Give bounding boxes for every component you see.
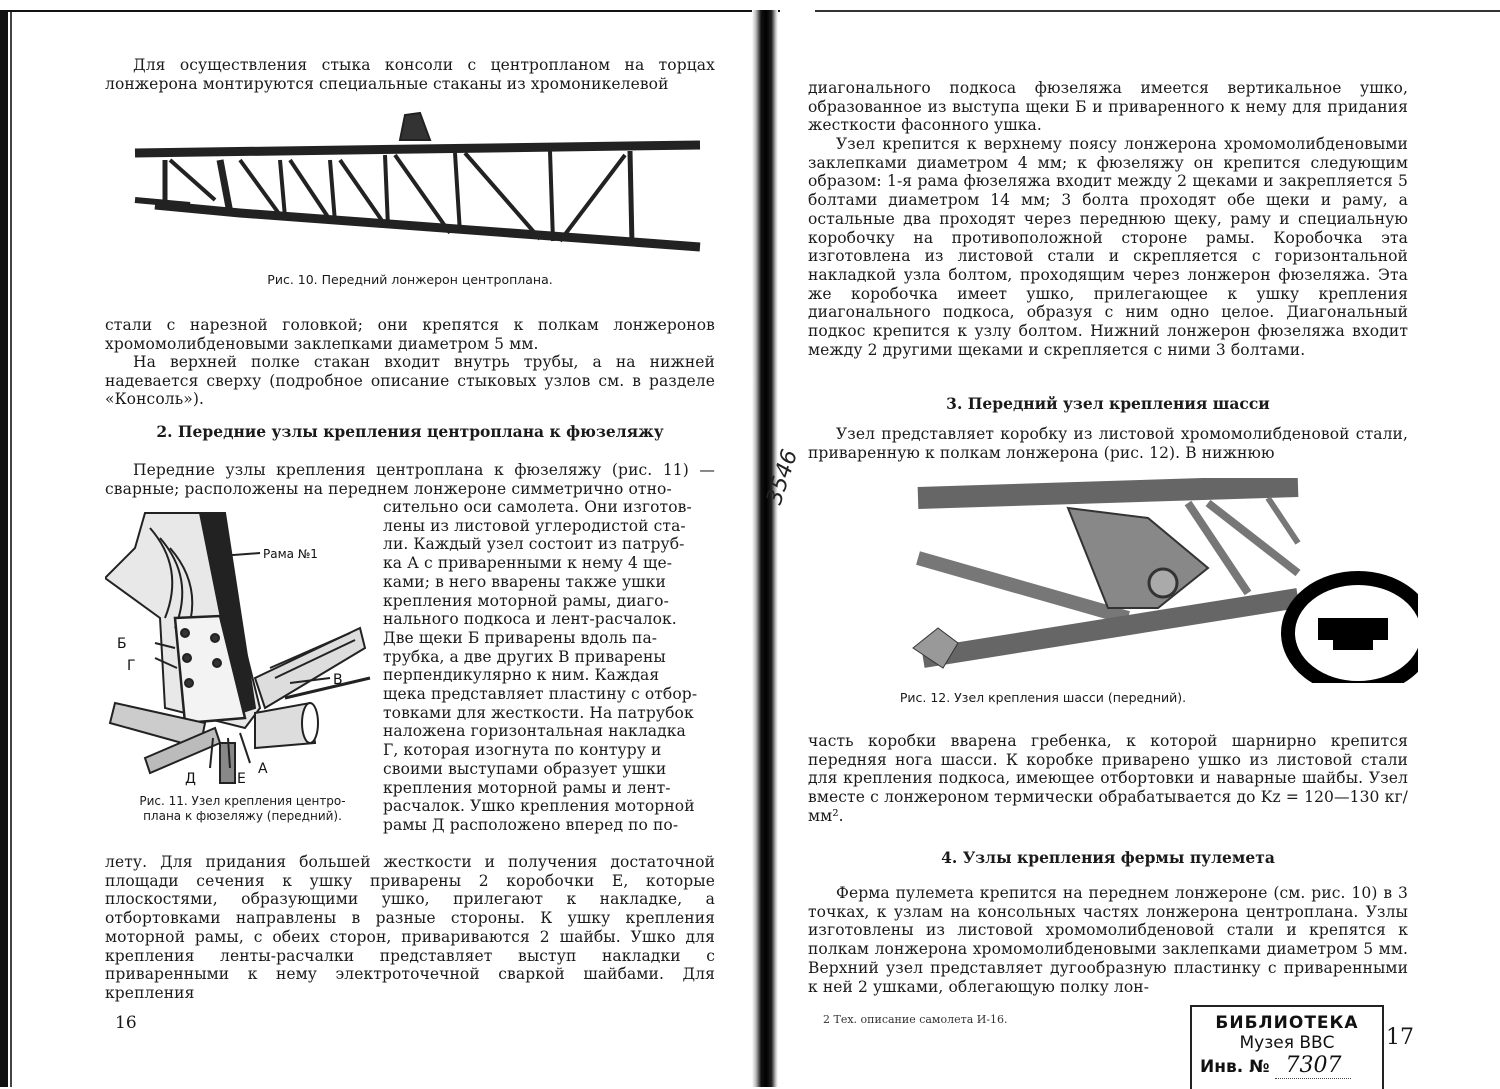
label-b: Б [117, 636, 127, 652]
stamp-library-label: БИБЛИОТЕКА [1215, 1013, 1359, 1033]
figure-11-caption [105, 794, 380, 824]
section-3-paragraph-2: часть коробки вварена гребенка, к которой шарнирно крепится передняя нога шасси. К коробке приварено ушко из листовой стали для крепления подкоса, имеющее отбортовки и наварные шайбы. Узел вместе с лонжероном термически обрабатывается до Kz = 120—130 кг/мм². [808, 732, 1408, 825]
column-line: перпендикулярно к ним. Каждая [383, 666, 660, 685]
wheel-inset [1288, 578, 1418, 683]
page-number-left: 16 [115, 1013, 137, 1033]
column-line: ками; в него вварены также ушки [383, 572, 666, 591]
section-3-heading: 3. Передний узел крепления шасси [946, 394, 1270, 413]
top-fitting [400, 113, 430, 140]
handwritten-gutter-note: 3546 [762, 446, 804, 508]
label-a: А [258, 761, 268, 777]
stamp-inventory-number: 7307 [1275, 1053, 1351, 1079]
label-d: Д [185, 771, 196, 787]
figure-10-caption: Рис. 10. Передний лонжерон центроплана. [267, 272, 553, 287]
column-line: нального подкоса и лент-расчалок. [383, 610, 677, 629]
figure-11-caption-line-1: Рис. 11. Узел крепления центро- [139, 794, 346, 808]
label-g: Г [127, 658, 136, 674]
section-2-heading: 2. Передние узлы крепления центроплана к фюзеляжу [156, 422, 664, 441]
scan-edge-shadow-inner [10, 10, 12, 1087]
section-3-paragraph-1: Узел представляет коробку из листовой хромомолибденовой стали, приваренную к полкам лонжерона (рис. 12). В нижнюю [808, 425, 1408, 462]
figure-11-caption-line-2: плана к фюзеляжу (передний). [143, 809, 342, 823]
column-line: рамы Д расположено вперед по по- [383, 815, 679, 834]
column-line: ли. Каждый узел состоит из патруб- [383, 535, 685, 554]
column-line: Г, которая изогнута по контуру и [383, 741, 662, 760]
lower-chord [155, 205, 700, 247]
front-spar-illustration [130, 105, 715, 255]
column-line: щека представляет пластину с отбор- [383, 685, 698, 704]
right-paragraph-2: Узел крепится к верхнему поясу лонжерона хромомолибденовыми заклепками диаметром 4 мм; к фюзеляжу он крепится следующим образом: 1-я рама фюзеляжа входит между 2 щеками и закрепляется 5 болтами диаметром 14 мм; 3 болта проходят обе щеки и раму, а остальные два проходят через переднюю щеку, раму и специальную коробочку на противоположной стороне рамы. Коробочка эта изготовлена из листовой стали и скрепляется с горизонтальной накладкой узла болтом, проходящим через лонжерон фюзеляжа. Эта же коробочка имеет ушко, прилегающее к ушку крепления диагонального подкоса, образуя с ним одно целое. Диагональный подкос крепится к узлу болтом. Нижний лонжерон фюзеляжа входит между 2 другими щеками и скрепляется с ними 3 болтами. [808, 135, 1408, 359]
column-line: сительно оси самолета. Они изготов- [383, 498, 692, 516]
figure-11 [105, 508, 375, 788]
stamp-inventory-label: Инв. № [1200, 1057, 1270, 1077]
landing-gear-fitting-illustration [908, 478, 1418, 683]
stamp-museum-label: Музея ВВС [1239, 1033, 1335, 1053]
section-2-intro: Передние узлы крепления центроплана к фюзеляжу (рис. 11) — сварные; расположены на переднем лонжероне симметрично отно- [105, 461, 715, 498]
section-4-paragraph-1: Ферма пулемета крепится на переднем лонжероне (см. рис. 10) в 3 точках, к узлам на консольных частях лонжерона центроплана. Узлы изготовлены из листовой хромомолибденовой стали и крепятся к полкам лонжерона хромомолибденовыми заклепками диаметром 5 мм. Верхний узел представляет дугообразную пластинку с приваренными к ней 2 ушками, облегающую полку лон- [808, 884, 1408, 996]
section-2-continuation: лету. Для придания большей жесткости и получения достаточной площади сечения к ушку приварены 2 коробочки Е, которые плоскостями, образующими ушко, прилегают к накладке, а отбортовками направлены в разные стороны. К ушку крепления моторной рамы, с обеих сторон, привариваются 2 шайбы. Ушко для крепления ленты-расчалки представляет выступ накладки с приваренными к нему электроточечной сваркой шайбами. Для крепления [105, 853, 715, 1002]
column-line: расчалок. Ушко крепления моторной [383, 797, 695, 816]
section-2-column-text [383, 498, 715, 835]
spar-cup-paragraph: На верхней полке стакан входит внутрь трубы, а на нижней надевается сверху (подробное описание стыковых узлов см. в разделе «Консоль»). [105, 353, 715, 409]
column-line: лены из листовой углеродистой ста- [383, 516, 686, 535]
label-frame-1: Рама №1 [263, 547, 318, 561]
page-number-right: 17 [1386, 1025, 1414, 1050]
library-stamp [1190, 1005, 1384, 1089]
continuation-paragraph: стали с нарезной головкой; они крепятся к полкам лонжеронов хромомолибденовыми заклепками диаметром 5 мм. [105, 316, 715, 353]
scan-edge-shadow [0, 10, 8, 1087]
gear-box [1068, 508, 1208, 608]
label-e: Е [237, 771, 246, 787]
centerplane-fitting-illustration [105, 508, 375, 788]
section-4-heading: 4. Узлы крепления фермы пулемета [941, 848, 1275, 867]
upper-tube [918, 486, 1298, 498]
figure-12-caption: Рис. 12. Узел крепления шасси (передний). [899, 690, 1187, 705]
top-rule-right [815, 10, 1500, 12]
label-v: В [333, 672, 343, 688]
column-line: наложена горизонтальная накладка [383, 722, 686, 741]
footer-note: 2 Тех. описание самолета И-16. [823, 1013, 1008, 1026]
column-line: товками для жесткости. На патрубок [383, 703, 694, 722]
intro-paragraph: Для осуществления стыка консоли с центропланом на торцах лонжерона монтируются специальные стаканы из хромоникелевой [105, 56, 715, 93]
column-line: трубка, а две других В приварены [383, 647, 666, 666]
stamp-inventory-line [1192, 1053, 1382, 1078]
column-line: крепления моторной рамы и лент- [383, 778, 671, 797]
figure-12 [908, 478, 1418, 683]
upper-chord [135, 145, 700, 153]
top-rule-left [0, 10, 780, 12]
column-line: своими выступами образует ушки [383, 759, 667, 778]
right-paragraph-1: диагонального подкоса фюзеляжа имеется вертикальное ушко, образованное из выступа щеки Б и приваренного к нему для придания жесткости фасонного ушка. [808, 79, 1408, 135]
column-line: ка А с приваренными к нему 4 ще- [383, 554, 673, 573]
column-line: Две щеки Б приварены вдоль па- [383, 628, 658, 647]
column-line: крепления моторной рамы, диаго- [383, 591, 669, 610]
figure-10 [130, 105, 715, 255]
book-gutter [752, 10, 778, 1087]
